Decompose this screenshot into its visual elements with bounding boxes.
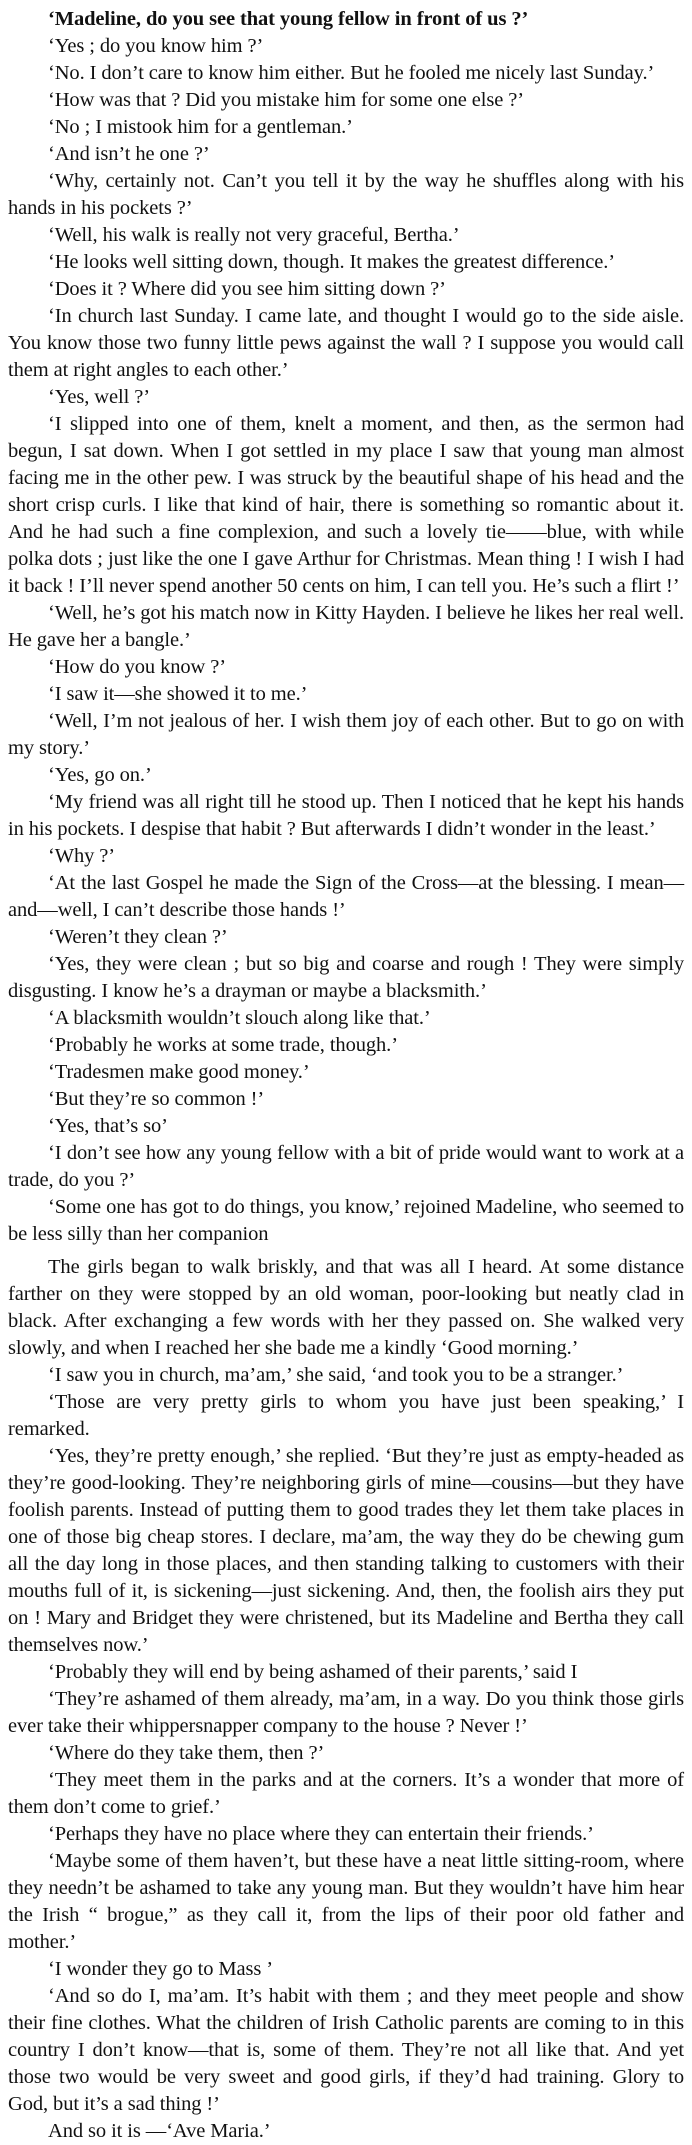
- paragraph: ‘He looks well sitting down, though. It makes the greatest difference.’: [48, 251, 615, 273]
- paragraph: ‘I wonder they go to Mass ’: [48, 1958, 274, 1980]
- paragraph: ‘Where do they take them, then ?’: [48, 1742, 325, 1764]
- paragraph: ‘Yes, they’re pretty enough,’ she replied. ‘But they’re just as empty-headed as they’re good-looking. They’re neighboring girls of mine—cousins—but they have foolish parents. Instead of putting them to good trades they let them take places in one of those big cheap stores. I declare, ma’am, the way they do be chewing gum all the day long in those places, and then standing talking to customers with their mouths full of it, is sickening—just sickening. And, then, the foolish airs they put on ! Mary and Bridget they were christened, but its Madeline and Bertha they call themselves now.’: [8, 1445, 684, 1656]
- paragraph: ‘Yes, go on.’: [48, 764, 152, 786]
- paragraph: ‘Yes, well ?’: [48, 386, 150, 408]
- paragraph: ‘Weren’t they clean ?’: [48, 926, 228, 948]
- paragraph: ‘My friend was all right till he stood up. Then I noticed that he kept his hands in his pockets. I despise that habit ? But afterwards I didn’t wonder in the least.’: [8, 791, 684, 840]
- paragraph: ‘I slipped into one of them, knelt a moment, and then, as the sermon had begun, I sat down. When I got settled in my place I saw that young man almost facing me in the other pew. I was struck by the beautiful shape of his head and the short crisp curls. I like that kind of hair, there is something so romantic about it. And he had such a fine complexion, and such a lovely tie——blue, with while polka dots ; just like the one I gave Arthur for Christmas. Mean thing ! I wish I had it back ! I’ll never spend another 50 cents on him, I can tell you. He’s such a flirt !’: [8, 413, 684, 597]
- paragraph: ‘Some one has got to do things, you know,’ rejoined Madeline, who seemed to be less silly than her companion: [8, 1196, 684, 1245]
- paragraph: ‘They meet them in the parks and at the corners. It’s a wonder that more of them don’t come to grief.’: [8, 1769, 684, 1818]
- paragraph: ‘But they’re so common !’: [48, 1088, 265, 1110]
- paragraph: ‘Perhaps they have no place where they can entertain their friends.’: [48, 1823, 594, 1845]
- paragraph: ‘Tradesmen make good money.’: [48, 1061, 310, 1083]
- paragraph: ‘At the last Gospel he made the Sign of the Cross—at the blessing. I mean—and—well, I can’t describe those hands !’: [8, 872, 684, 921]
- paragraph: ‘Those are very pretty girls to whom you have just been speaking,’ I remarked.: [8, 1391, 684, 1440]
- paragraph: ‘They’re ashamed of them already, ma’am, in a way. Do you think those girls ever take their whippersnapper company to the house ? Never !’: [8, 1688, 684, 1737]
- paragraph: ‘I don’t see how any young fellow with a bit of pride would want to work at a trade, do you ?’: [8, 1142, 684, 1191]
- paragraph: ‘A blacksmith wouldn’t slouch along like that.’: [48, 1007, 431, 1029]
- paragraph: ‘Well, his walk is really not very graceful, Bertha.’: [48, 224, 460, 246]
- paragraph: ‘Well, I’m not jealous of her. I wish them joy of each other. But to go on with my story.’: [8, 710, 684, 759]
- paragraph: ‘Yes, that’s so’: [48, 1115, 168, 1137]
- paragraph: ‘Yes, they were clean ; but so big and coarse and rough ! They were simply disgusting. I know he’s a drayman or maybe a blacksmith.’: [8, 953, 684, 1002]
- paragraph: ‘Does it ? Where did you see him sitting down ?’: [48, 278, 446, 300]
- paragraph: ‘How do you know ?’: [48, 656, 227, 678]
- paragraph: ‘And so do I, ma’am. It’s habit with them ; and they meet people and show their fine clothes. What the children of Irish Catholic parents are coming to in this country I don’t know—that is, some of them. They’re not all like that. And yet those two would be very sweet and good girls, if they’d had training. Glory to God, but it’s a sad thing !’: [8, 1985, 684, 2115]
- paragraph: ‘I saw you in church, ma’am,’ she said, ‘and took you to be a stranger.’: [48, 1364, 624, 1386]
- paragraph: ‘Well, he’s got his match now in Kitty Hayden. I believe he likes her real well. He gave her a bangle.’: [8, 602, 684, 651]
- paragraph: ‘No. I don’t care to know him either. But he fooled me nicely last Sunday.’: [48, 62, 655, 84]
- paragraph: ‘Madeline, do you see that young fellow in front of us ?’: [48, 8, 529, 30]
- paragraph: ‘Why ?’: [48, 845, 116, 867]
- paragraph: ‘And isn’t he one ?’: [48, 143, 210, 165]
- article-text: [8, 6, 684, 2145]
- paragraph: ‘Yes ; do you know him ?’: [48, 35, 264, 57]
- paragraph: And so it is —‘Ave Maria.’: [48, 2120, 271, 2142]
- paragraph: ‘Why, certainly not. Can’t you tell it by the way he shuffles along with his hands in his pockets ?’: [8, 170, 684, 219]
- paragraph: The girls began to walk briskly, and that was all I heard. At some distance farther on they were stopped by an old woman, poor-looking but neatly clad in black. After exchanging a few words with her they passed on. She walked very slowly, and when I reached her she bade me a kindly ‘Good morning.’: [8, 1256, 684, 1359]
- paragraph: ‘Probably he works at some trade, though.’: [48, 1034, 398, 1056]
- paragraph: ‘I saw it—she showed it to me.’: [48, 683, 308, 705]
- paragraph: ‘Probably they will end by being ashamed of their parents,’ said I: [48, 1661, 578, 1683]
- paragraph: ‘No ; I mistook him for a gentleman.’: [48, 116, 353, 138]
- paragraph: ‘Maybe some of them haven’t, but these have a neat little sitting-room, where they needn’t be ashamed to take any young man. But they wouldn’t have him hear the Irish “ brogue,” as they call it, from the lips of their poor old father and mother.’: [8, 1850, 684, 1953]
- paragraph: ‘How was that ? Did you mistake him for some one else ?’: [48, 89, 525, 111]
- paragraph: ‘In church last Sunday. I came late, and thought I would go to the side aisle. You know those two funny little pews against the wall ? I suppose you would call them at right angles to each other.’: [8, 305, 684, 381]
